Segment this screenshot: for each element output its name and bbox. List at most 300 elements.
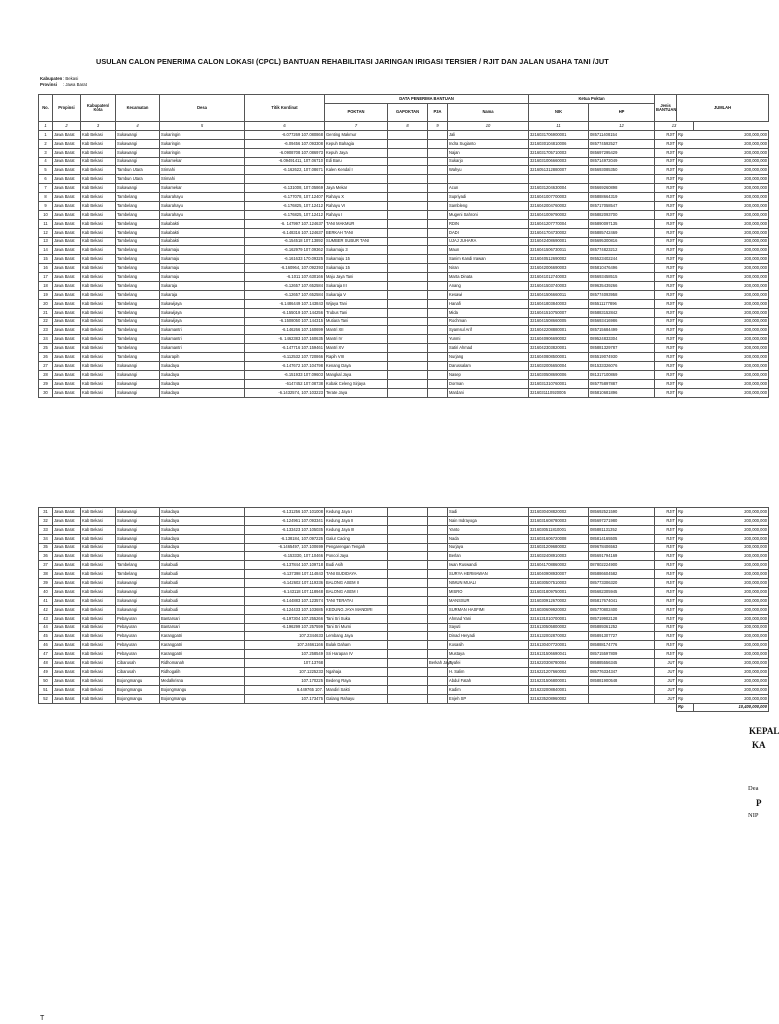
column-number: 13 [655,122,694,131]
table-cell: Jawa Barat [53,570,81,579]
column-number: 10 [448,122,529,131]
table-cell: Rp [677,570,694,579]
table-cell [428,570,448,579]
table-cell: 3216042208880001 [529,326,589,335]
table-cell: Sukawangi [116,362,160,371]
table-cell [428,561,448,570]
table-row [39,605,769,614]
table-cell: 200,000,000 [694,246,769,255]
table-cell: 200,000,000 [694,676,769,685]
table-cell: 200,000,000 [694,237,769,246]
table-cell: Sukamekar [160,157,245,166]
table-cell: Rp [677,588,694,597]
table-cell: Sukabakti [160,219,245,228]
table-cell: Tambelang [116,570,160,579]
table-cell: 7 [39,184,53,193]
table-cell: 087802224900 [589,561,655,570]
table-cell: Sukamaju [160,255,245,264]
table-cell: Rahayu VI [325,202,388,211]
table-cell: Tambelang [116,228,160,237]
table-cell [428,588,448,597]
table-cell: Jawa Barat [53,353,81,362]
table-cell: Rp [677,388,694,397]
table-cell: RJIT [655,237,677,246]
table-row [39,668,769,677]
table-cell: Jawa Barat [53,148,81,157]
table-cell: 3216131010700001 [529,614,589,623]
table-cell [245,175,325,184]
table-cell [388,308,428,317]
table-cell: 3216231506800001 [529,676,589,685]
table-row [39,264,769,273]
table-cell: Kab Bekasi [81,516,116,525]
table-cell: Kab Bekasi [81,641,116,650]
table-cell: Rp [677,202,694,211]
table-cell: -6.077269 107.080868 [245,130,325,139]
table-cell: Bojongmangu [160,685,245,694]
table-cell: 200,000,000 [694,650,769,659]
table-row [39,534,769,543]
table-cell: Sukawangi [116,588,160,597]
table-cell: -6.112532 107.720866 [245,353,325,362]
column-number: 8 [388,122,428,131]
table-cell: 200,000,000 [694,379,769,388]
table-cell: Jawa Barat [53,685,81,694]
table-cell: Rp [677,299,694,308]
column-number: 9 [428,122,448,131]
table-cell: 200,000,000 [694,668,769,677]
table-cell: Jawa Barat [53,157,81,166]
table-cell: Kab Bekasi [81,632,116,641]
table-cell: Maju Jaya Tani [325,273,388,282]
table-cell: 085715684499 [589,326,655,335]
table-cell [388,228,428,237]
table-cell [428,685,448,694]
table-cell: Jawa Barat [53,596,81,605]
table-cell: Cibarusah [116,668,160,677]
table-cell: Jawa Barat [53,508,81,517]
table-cell: -6.161633 170.09325 [245,255,325,264]
table-cell: Bedeng Raya [325,676,388,685]
hdr-kecamatan: Kecamatan [116,95,160,122]
cpcl-table-page2 [38,507,769,712]
table-cell: Rahayu X [325,193,388,202]
table-cell: RJIT [655,388,677,397]
table-cell: 22 [39,317,53,326]
table-cell: Jawa Barat [53,237,81,246]
table-cell: Sukawijaya [160,317,245,326]
table-cell: 39 [39,579,53,588]
table-cell: 089678406563 [589,543,655,552]
table-cell [388,130,428,139]
table-cell: Medalkrisna [160,676,245,685]
table-row [39,184,769,193]
table-cell: Sri Harapan IV [325,650,388,659]
total-row [39,703,769,712]
table-cell: Jawa Barat [53,246,81,255]
table-cell: 21 [39,308,53,317]
table-cell: Jawa Barat [53,668,81,677]
table-cell: Enjeh SP [448,694,529,703]
table-cell: Kab Bekasi [81,588,116,597]
table-cell [428,579,448,588]
table-cell: RJIT [655,273,677,282]
table-cell: 200,000,000 [694,659,769,668]
table-cell: Rp [677,344,694,353]
table-cell: Jawa Barat [53,370,81,379]
table-cell: 3216221207660002 [529,668,589,677]
table-cell: Kab Bekasi [81,175,116,184]
table-cell [428,379,448,388]
table-cell: Jawa Barat [53,650,81,659]
table-cell: 48 [39,659,53,668]
table-cell: Tambelang [116,246,160,255]
table-cell: Sadi [448,508,529,517]
table-cell: Kab Bekasi [81,362,116,371]
table-cell: 3216031006660003 [529,157,589,166]
table-cell: 3216031110920005 [529,388,589,397]
table-cell: 107.258549 [245,650,325,659]
table-cell: Nada [448,534,529,543]
table-cell: Kab Bekasi [81,344,116,353]
table-cell: 3216031606720008 [529,534,589,543]
table-cell: Mugeni Sahroni [448,210,529,219]
table-cell [428,605,448,614]
table-cell: RJIT [655,605,677,614]
table-cell: Rp [677,157,694,166]
table-cell: Kab Bekasi [81,650,116,659]
table-cell: 3216031204630004 [529,184,589,193]
table-cell [388,596,428,605]
table-cell: Kab Bekasi [81,676,116,685]
cpcl-table-page1 [38,94,769,398]
table-cell: Darussalam [448,362,529,371]
table-cell: Jawa Barat [53,534,81,543]
table-cell: 085697295429 [589,148,655,157]
table-cell: RJIT [655,623,677,632]
table-cell: RJIT [655,148,677,157]
table-cell: 200,000,000 [694,596,769,605]
table-cell: 41 [39,596,53,605]
table-cell: 200,000,000 [694,210,769,219]
table-cell [388,552,428,561]
table-cell: Syafei [448,659,529,668]
table-cell: Kab Bekasi [81,130,116,139]
table-cell: BALONG ASEM I [325,588,388,597]
table-cell: Kab Bekasi [81,299,116,308]
table-cell [428,694,448,703]
table-cell: Rp [677,246,694,255]
table-cell: Tambelang [116,273,160,282]
table-cell: Srimahi [160,166,245,175]
table-cell [388,605,428,614]
table-cell: Sukawangi [116,534,160,543]
table-cell: RJIT [655,588,677,597]
table-cell: 200,000,000 [694,308,769,317]
table-cell [388,202,428,211]
table-cell: -6.12657 107.652584 [245,290,325,299]
table-cell: 200,000,000 [694,157,769,166]
table-cell: 3216031809750001 [529,588,589,597]
table-row [39,326,769,335]
table-cell: 6.449765 107. [245,685,325,694]
table-cell: RJIT [655,282,677,291]
table-cell: -6.154518 107.13892 [245,237,325,246]
table-cell [388,632,428,641]
table-cell: BALONG ASEM II [325,579,388,588]
table-cell: Kab Bekasi [81,353,116,362]
table-cell [388,326,428,335]
table-cell: Kesawi [448,290,529,299]
table-cell: Kepuh Jaya [325,148,388,157]
table-cell [428,596,448,605]
table-cell: Syamsul Arif [448,326,529,335]
table-cell [428,344,448,353]
table-cell: Wijaya Tani [325,299,388,308]
table-cell: Rp [677,543,694,552]
table-cell: Najan [448,148,529,157]
table-cell: -6.147716 107.159461 [245,344,325,353]
table-row [39,516,769,525]
table-cell: 3216041708860002 [529,561,589,570]
table-cell [589,685,655,694]
table-cell: Tambelang [116,326,160,335]
table-cell: RJIT [655,344,677,353]
table-cell: Kab Bekasi [81,534,116,543]
table-cell: Pebayuran [116,632,160,641]
table-cell: JUT [655,694,677,703]
table-cell: Mantri IV [325,335,388,344]
table-cell: -6.137844 107.109718 [245,561,325,570]
table-cell: 45 [39,632,53,641]
table-cell: RJIT [655,632,677,641]
table-cell: Rp [677,659,694,668]
column-number: 12 [589,122,655,131]
table-cell: 3216041508660005 [529,317,589,326]
table-cell: JUT [655,659,677,668]
table-cell: 5 [39,166,53,175]
table-cell [388,694,428,703]
table-cell: 35 [39,543,53,552]
table-cell [428,202,448,211]
table-cell: Kab Bekasi [81,193,116,202]
table-cell: 085890097135 [589,219,655,228]
table-cell: Jawa Barat [53,543,81,552]
table-cell: Sukamaju [160,246,245,255]
table-cell [428,388,448,397]
table-cell: Kab Bekasi [81,139,116,148]
table-cell: Kab Bekasi [81,255,116,264]
table-cell: -6147452 107.08738 [245,379,325,388]
table-cell: 25 [39,344,53,353]
table-cell: 8 [39,193,53,202]
table-cell: Sukawangi [116,139,160,148]
table-cell: 10 [39,210,53,219]
table-cell: 3216030104810006 [529,139,589,148]
table-cell: Jawa Barat [53,623,81,632]
table-cell: Rp [677,184,694,193]
table-cell: Jawa Barat [53,219,81,228]
table-cell: 28 [39,370,53,379]
table-cell: Jawa Barat [53,659,81,668]
table-row [39,139,769,148]
table-cell: 085693085350 [589,166,655,175]
table-cell [428,641,448,650]
table-cell: Sukawijaya [160,308,245,317]
table-cell: 42 [39,605,53,614]
table-cell: 13 [39,237,53,246]
table-row [39,210,769,219]
table-cell: 52 [39,694,53,703]
table-cell: RJIT [655,552,677,561]
table-cell: Jawa Barat [53,308,81,317]
table-cell: Bantarsari [160,623,245,632]
table-cell: Sukamantri [160,344,245,353]
table-cell: Sukadaya [160,552,245,561]
table-cell: Terate Jaya [325,388,388,397]
table-cell: -6.12657 107.652584 [245,282,325,291]
table-cell: 3216030508690006 [529,370,589,379]
table-cell: 085669260898 [589,184,655,193]
table-cell: 200,000,000 [694,273,769,282]
table-cell: Sukaringin [160,148,245,157]
table-cell: Maun [448,246,529,255]
table-cell: 3 [39,148,53,157]
table-cell: 200,000,000 [694,579,769,588]
table-cell: Kedung Jaya I [325,508,388,517]
table-cell: 37 [39,561,53,570]
table-cell: 085881900548 [589,676,655,685]
table-cell: 200,000,000 [694,255,769,264]
table-cell: RJIT [655,157,677,166]
table-cell: 200,000,000 [694,130,769,139]
table-cell: 3216030408820002 [529,508,589,517]
table-cell: 200,000,000 [694,299,769,308]
table-cell: 085891307727 [589,632,655,641]
table-cell: Rp [677,676,694,685]
table-cell: SUMBER SUBUR TANI [325,237,388,246]
table-cell: RJIT [655,335,677,344]
table-cell [388,668,428,677]
table-cell: 200,000,000 [694,588,769,597]
table-cell: Bojongmangu [116,685,160,694]
table-cell: 12 [39,228,53,237]
table-cell: 085770802400 [589,605,655,614]
table-cell [428,362,448,371]
table-cell: Tambelang [116,210,160,219]
table-cell: 200,000,000 [694,184,769,193]
table-cell: 3216232008840001 [529,685,589,694]
table-cell [428,676,448,685]
table-cell: 200,000,000 [694,641,769,650]
table-cell: Sukabakti [160,237,245,246]
table-cell: RJIT [655,516,677,525]
table-cell: Sukarahayu [160,210,245,219]
table-cell: Rp [677,508,694,517]
table-cell: Rp [677,139,694,148]
table-cell: RJIT [655,255,677,264]
table-cell: Mantri XV [325,344,388,353]
table-cell [428,317,448,326]
table-cell: 3216132002870002 [529,632,589,641]
table-cell: 3216041510750007 [529,308,589,317]
table-cell: Kab Bekasi [81,273,116,282]
table-cell: Rp [677,596,694,605]
table-cell: Sukamaju [160,273,245,282]
table-cell: Sukadaya [160,362,245,371]
table-cell: Supriyadi [448,193,529,202]
table-cell: 49 [39,668,53,677]
table-cell: RJIT [655,299,677,308]
table-cell: 085883152842 [589,308,655,317]
table-cell: JUT [655,685,677,694]
table-cell: Tambelang [116,308,160,317]
table-cell: 16 [39,264,53,273]
table-row [39,659,769,668]
table-cell: Pengarengan Tengah [325,543,388,552]
table-cell: Kab Bekasi [81,237,116,246]
table-cell: Abdul Fatah [448,676,529,685]
table-cell: Jawa Barat [53,552,81,561]
table-cell: Kab Bekasi [81,668,116,677]
table-cell [428,614,448,623]
table-cell: Nain Indrayoga [448,516,529,525]
table-cell: 4 [39,157,53,166]
table-cell: Kab Bekasi [81,570,116,579]
hdr-jumlah: JUMLAH [677,95,769,122]
table-cell: RJIT [655,130,677,139]
table-cell: SURYA HERMAWAN [448,570,529,579]
table-cell: Tani Sri Murni [325,623,388,632]
table-cell: 085682305945 [589,588,655,597]
column-number: 3 [81,122,116,131]
table-cell: RDIN [448,219,529,228]
table-cell [388,534,428,543]
table-cell: -6.0908708 107.086973 [245,148,325,157]
table-cell [388,579,428,588]
table-row [39,353,769,362]
table-cell: 085774823212 [589,246,655,255]
signature-nip: NIP [748,812,759,819]
table-cell: Rp [677,290,694,299]
table-cell: 200,000,000 [694,370,769,379]
table-cell: Sukabudi [160,561,245,570]
table-cell: RJIT [655,525,677,534]
table-cell: RJIT [655,184,677,193]
table-cell [388,676,428,685]
table-cell: Rp [677,579,694,588]
table-cell: Sukamantri [160,326,245,335]
table-cell: 200,000,000 [694,605,769,614]
table-row [39,148,769,157]
table-cell: Berkah Jaya [428,659,448,668]
table-cell [388,184,428,193]
table-cell: Kab Bekasi [81,370,116,379]
signature-title-2: KA [752,740,766,750]
table-cell: Ridhomanah [160,659,245,668]
table-cell: Rp [677,219,694,228]
page-footer-mark: T [40,1015,45,1022]
document-title: USULAN CALON PENERIMA CALON LOKASI (CPCL) BANTUAN REHABILITASI JARINGAN IRIGASI TERSIER / RJIT DAN JALAN USAHA TANI /JUT [96,57,609,66]
table-cell: 200,000,000 [694,508,769,517]
table-cell: 3216130505800002 [529,623,589,632]
table-cell: Sukawangi [116,579,160,588]
table-cell [428,148,448,157]
table-cell: Sukawangi [116,525,160,534]
table-cell: RJIT [655,166,677,175]
table-cell: RJIT [655,264,677,273]
table-cell: 085882093700 [589,210,655,219]
